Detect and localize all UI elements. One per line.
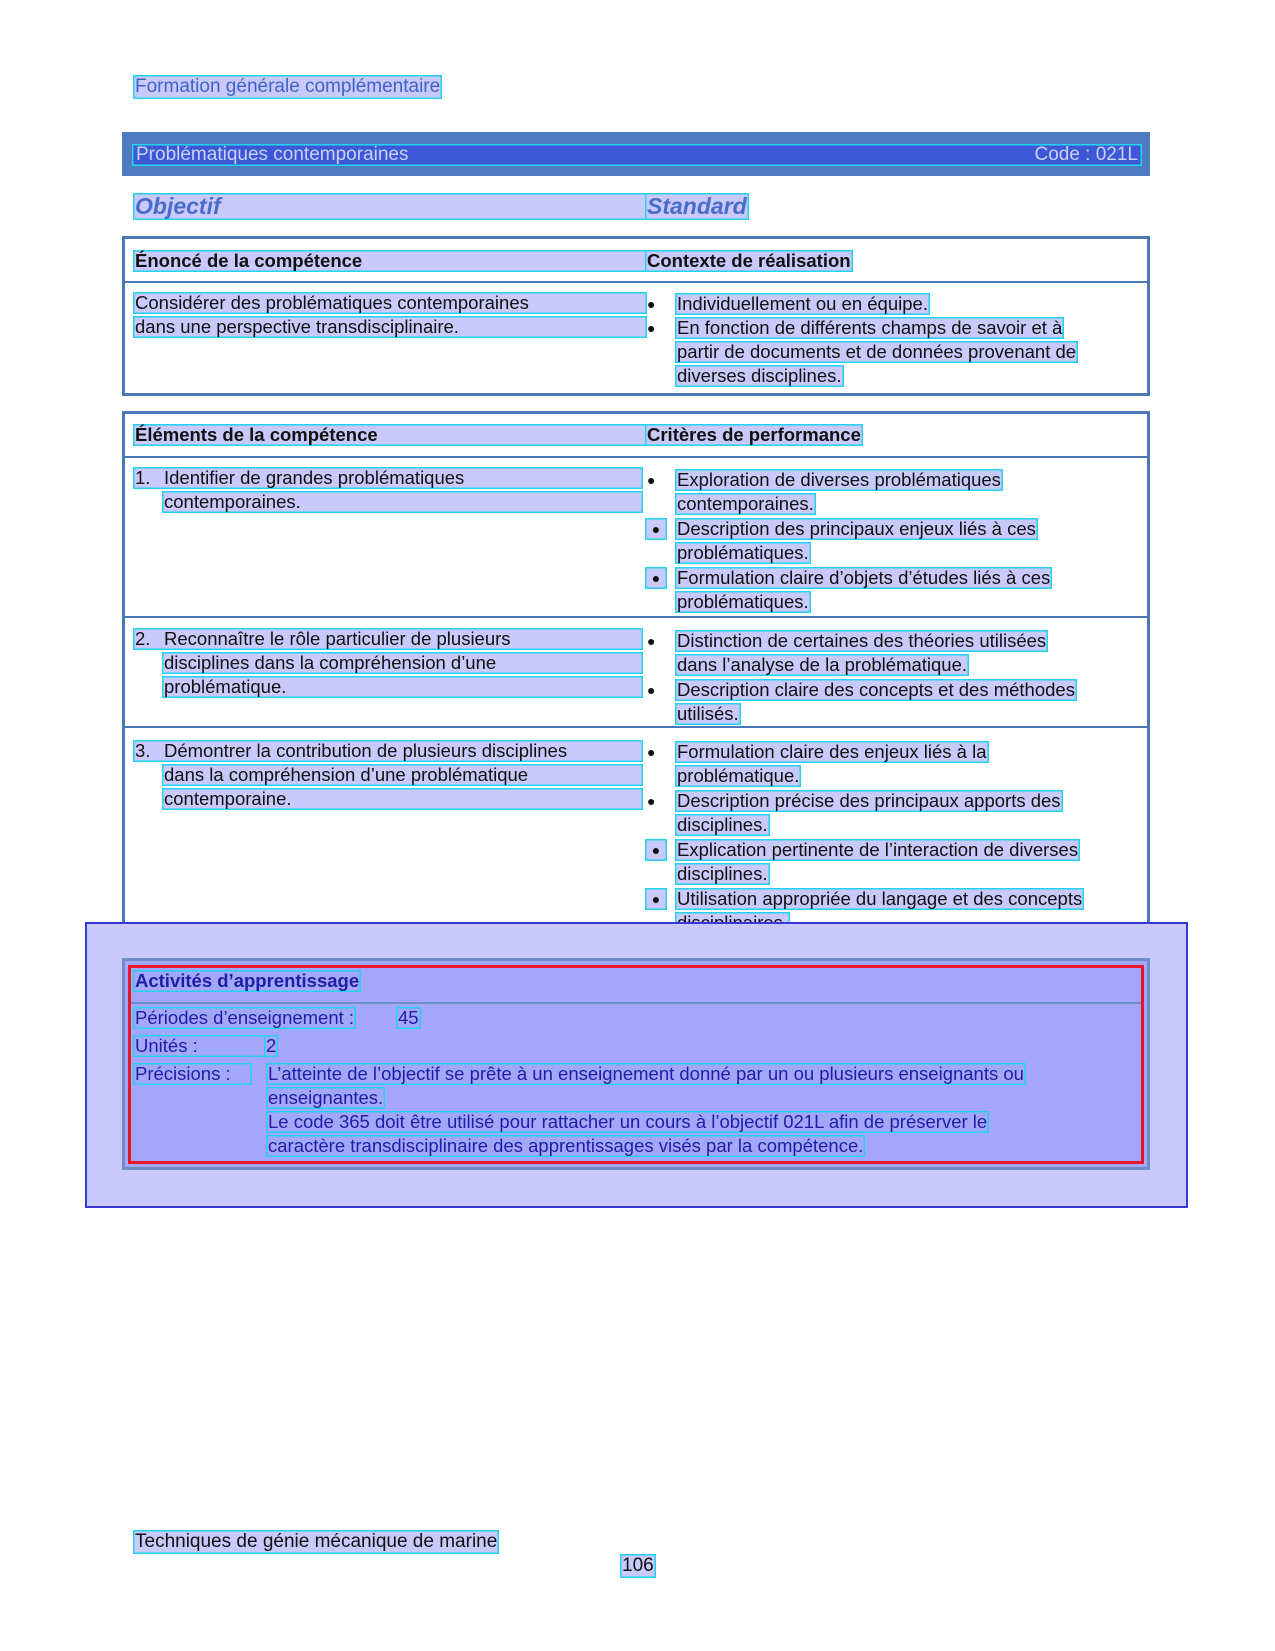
bullet-icon: ● — [647, 472, 656, 488]
criterion-line: Distinction de certaines des théories utilisées — [677, 630, 1047, 651]
bullet-icon: ● — [647, 793, 656, 809]
bullet-icon: ● — [645, 888, 667, 910]
element-line: dans la compréhension d’une problématique — [164, 764, 529, 785]
details-label: Précisions : — [133, 1063, 252, 1085]
statement-line: Considérer des problématiques contemporaines — [133, 292, 647, 314]
course-code: Code : 021L — [1034, 144, 1138, 165]
bullet-icon: ● — [647, 682, 656, 698]
element-line: contemporaine. — [164, 788, 292, 809]
criterion-line: Description claire des concepts et des méthodes — [677, 679, 1075, 700]
title-bar — [122, 132, 1150, 176]
bullet-icon: ● — [647, 320, 656, 336]
elements-header: Éléments de la compétence — [133, 424, 647, 446]
criterion-line: problématique. — [677, 765, 800, 786]
details-line: L’atteinte de l’objectif se prête à un enseignement donné par un ou plusieurs enseignants ou — [268, 1063, 1024, 1084]
context-line: partir de documents et de données provenant de — [677, 341, 1077, 362]
element-line: Démontrer la contribution de plusieurs disciplines — [164, 740, 568, 761]
criterion-line: Formulation claire des enjeux liés à la — [677, 741, 987, 762]
criterion-line: disciplines. — [677, 814, 768, 835]
criterion-line: Description des principaux enjeux liés à ces — [677, 518, 1036, 539]
context-line: En fonction de différents champs de savoir et à — [677, 317, 1063, 338]
units-label: Unités : — [133, 1035, 267, 1057]
bullet-icon: ● — [647, 296, 656, 312]
bullet-icon: ● — [645, 567, 667, 589]
bullet-icon: ● — [647, 744, 656, 760]
bullet-icon: ● — [645, 839, 667, 861]
criterion-line: utilisés. — [677, 703, 739, 724]
page-number: 106 — [622, 1555, 654, 1576]
criterion-line: Formulation claire d’objets d’études liés à ces — [677, 567, 1051, 588]
criterion-line: problématiques. — [677, 542, 809, 563]
bullet-icon: ● — [647, 633, 656, 649]
criterion-line: contemporaines. — [677, 493, 814, 514]
context-line: diverses disciplines. — [677, 365, 842, 386]
course-title: Problématiques contemporaines — [136, 144, 409, 165]
activities-header: Activités d’apprentissage — [135, 970, 360, 991]
criterion-line: dans l’analyse de la problématique. — [677, 654, 968, 675]
context-header: Contexte de réalisation — [647, 250, 851, 271]
standard-heading: Standard — [647, 193, 747, 219]
details-line: Le code 365 doit être utilisé pour rattacher un cours à l’objectif 021L afin de préserver le — [268, 1111, 988, 1132]
criterion-line: Description précise des principaux apports des — [677, 790, 1061, 811]
element-number: 3. — [135, 740, 151, 761]
details-line: caractère transdisciplinaire des apprentissages visés par la compétence. — [268, 1135, 864, 1156]
element-line: disciplines dans la compréhension d’une — [164, 652, 497, 673]
element-line: Identifier de grandes problématiques — [164, 467, 465, 488]
element-line: problématique. — [164, 676, 287, 697]
objectif-heading: Objectif — [133, 193, 647, 220]
element-number: 1. — [135, 467, 151, 488]
element-line: Reconnaître le rôle particulier de plusieurs — [164, 628, 511, 649]
criterion-line: Explication pertinente de l’interaction de diverses — [677, 839, 1079, 860]
element-number: 2. — [135, 628, 151, 649]
criterion-line: Utilisation appropriée du langage et des concepts — [677, 888, 1083, 909]
competence-statement-header: Énoncé de la compétence — [133, 250, 647, 272]
running-head: Formation générale complémentaire — [135, 76, 441, 97]
periods-value: 45 — [398, 1007, 419, 1028]
criterion-line: Exploration de diverses problématiques — [677, 469, 1001, 490]
context-line: Individuellement ou en équipe. — [677, 293, 928, 314]
periods-label: Périodes d’enseignement : — [135, 1007, 355, 1028]
criterion-line: problématiques. — [677, 591, 809, 612]
element-line: contemporaines. — [164, 491, 301, 512]
bullet-icon: ● — [645, 518, 667, 540]
criteria-header: Critères de performance — [647, 424, 861, 445]
details-line: enseignantes. — [268, 1087, 384, 1108]
footer-program: Techniques de génie mécanique de marine — [135, 1531, 498, 1552]
units-value: 2 — [266, 1035, 277, 1056]
statement-line: dans une perspective transdisciplinaire. — [133, 316, 647, 338]
criterion-line: disciplines. — [677, 863, 768, 884]
